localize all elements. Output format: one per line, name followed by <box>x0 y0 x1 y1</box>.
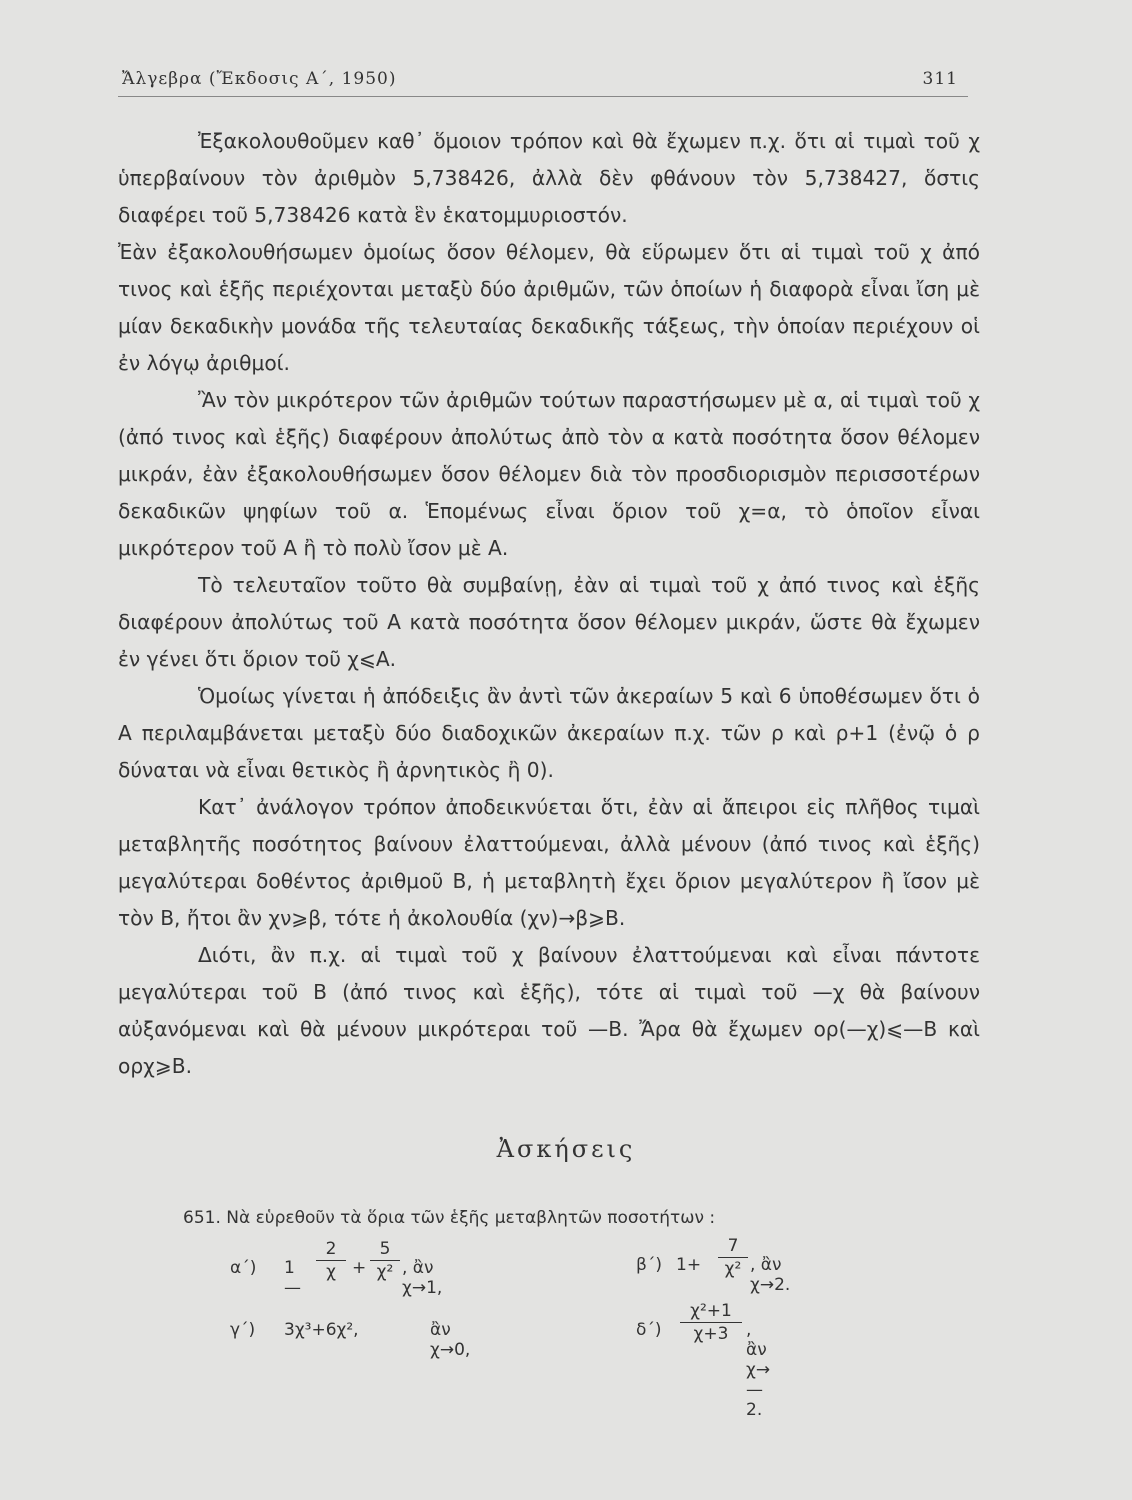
denominator: χ+3 <box>680 1322 742 1345</box>
denominator: χ² <box>370 1260 400 1283</box>
exercise-label: α΄) <box>230 1258 257 1278</box>
fraction <box>680 1300 742 1345</box>
denominator: χ <box>316 1260 346 1283</box>
plus-sign: + <box>352 1258 367 1278</box>
numerator: χ²+1 <box>690 1301 732 1321</box>
exercise-label: γ΄) <box>230 1320 256 1340</box>
paragraph: Ἐξακολουθοῦμεν καθ᾽ ὅμοιον τρόπον καὶ θὰ ἔχωμεν π.χ. ὅτι αἱ τιμαὶ τοῦ χ ὑπερβαίνουν τὸν ἀριθμὸν 5,738426, ἀλλὰ δὲν φθάνουν τὸν 5,738427, ὅστις διαφέρει τοῦ 5,738426 κατὰ ἓν ἑκατομμυριοστόν. <box>118 129 980 227</box>
fraction <box>370 1238 400 1283</box>
limit-condition: , ἂν χ→2. <box>750 1255 791 1295</box>
section-heading: Ἀσκήσεις <box>496 1135 636 1163</box>
paragraph: Ἂν τὸν μικρότερον τῶν ἀριθμῶν τούτων παραστήσωμεν μὲ α, αἱ τιμαὶ τοῦ χ (ἀπό τινος καὶ ἑξῆς) διαφέρουν ἀπολύτως ἀπὸ τὸν α κατὰ ποσότητα ὅσον θέλομεν μικράν, ἐὰν ἐξακολουθήσωμεν ὅσον θέλομεν διὰ τὸν προσδιορισμὸν περισσοτέρων δεκαδικῶν ψηφίων τοῦ α. Ἑπομένως εἶναι ὅριον τοῦ χ=α, τὸ ὁποῖον εἶναι μικρότερον τοῦ Α ἢ τὸ πολὺ ἴσον μὲ Α. <box>118 388 980 560</box>
denominator: χ² <box>718 1257 748 1280</box>
header-title: Ἄλγεβρα (Ἔκδοσις Α΄, 1950) <box>122 69 397 89</box>
exercise-label: δ΄) <box>636 1320 662 1340</box>
limit-condition: ἂν χ→0, <box>430 1320 471 1360</box>
numerator: 5 <box>379 1239 391 1259</box>
limit-condition: , ἂν χ→ —2. <box>746 1320 771 1420</box>
paragraph: Κατ᾽ ἀνάλογον τρόπον ἀποδεικνύεται ὅτι, ἐὰν αἱ ἄπειροι εἰς πλῆθος τιμαὶ μεταβλητῆς ποσότητος βαίνουν ἐλαττούμεναι, ἀλλὰ μένουν (ἀπό τινος καὶ ἑξῆς) μεγαλύτεραι δοθέντος ἀριθμοῦ Β, ἡ μεταβλητὴ ἔχει ὅριον μεγαλύτερον ἢ ἴσον μὲ τὸν Β, ἤτοι ἂν χν⩾β, τότε ἡ ἀκολουθία (χν)→β⩾Β. <box>118 795 980 930</box>
paragraph: Τὸ τελευταῖον τοῦτο θὰ συμβαίνῃ, ἐὰν αἱ τιμαὶ τοῦ χ ἀπό τινος καὶ ἑξῆς διαφέρουν ἀπολύτως τοῦ Α κατὰ ποσότητα ὅσον θέλομεν μικράν, ὥστε θὰ ἔχωμεν ἐν γένει ὅτι ὅριον τοῦ χ⩽Α. <box>118 573 980 671</box>
expr-lead: 1+ <box>676 1255 702 1275</box>
running-header <box>118 66 968 97</box>
main-text <box>118 123 980 1085</box>
exercise-label: β΄) <box>636 1255 662 1275</box>
fraction <box>718 1235 748 1280</box>
expr-lead: 1— <box>284 1258 301 1298</box>
paragraph: Ὁμοίως γίνεται ἡ ἀπόδειξις ἂν ἀντὶ τῶν ἀκεραίων 5 καὶ 6 ὑποθέσωμεν ὅτι ὁ Α περιλαμβάνεται μεταξὺ δύο διαδοχικῶν ἀκεραίων π.χ. τῶν ρ καὶ ρ+1 (ἐνῷ ὁ ρ δύναται νὰ εἶναι θετικὸς ἢ ἀρνητικὸς ἢ 0). <box>118 684 980 782</box>
exercise-intro: 651. Νὰ εὑρεθοῦν τὰ ὅρια τῶν ἑξῆς μεταβλητῶν ποσοτήτων : <box>183 1208 716 1228</box>
limit-condition: , ἂν χ→1, <box>402 1258 443 1298</box>
numerator: 2 <box>325 1239 337 1259</box>
page-number: 311 <box>922 69 958 89</box>
paragraph: Ἐὰν ἐξακολουθήσωμεν ὁμοίως ὅσον θέλομεν, θὰ εὕρωμεν ὅτι αἱ τιμαὶ τοῦ χ ἀπό τινος καὶ ἑξῆς περιέχονται μεταξὺ δύο ἀριθμῶν, τῶν ὁποίων ἡ διαφορὰ εἶναι ἴση μὲ μίαν δεκαδικὴν μονάδα τῆς τελευταίας δεκαδικῆς τάξεως, τὴν ὁποίαν περιέχουν οἱ ἐν λόγῳ ἀριθμοί. <box>118 240 980 375</box>
fraction <box>316 1238 346 1283</box>
numerator: 7 <box>727 1236 739 1256</box>
expression: 3χ³+6χ², <box>284 1320 359 1340</box>
paragraph: Διότι, ἂν π.χ. αἱ τιμαὶ τοῦ χ βαίνουν ἐλαττούμεναι καὶ εἶναι πάντοτε μεγαλύτεραι τοῦ Β (ἀπό τινος καὶ ἑξῆς), τότε αἱ τιμαὶ τοῦ —χ θὰ βαίνουν αὐξανόμεναι καὶ θὰ μένουν μικρότεραι τοῦ —Β. Ἄρα θὰ ἔχωμεν ορ(—χ)⩽—Β καὶ ορχ⩾Β. <box>118 943 980 1078</box>
